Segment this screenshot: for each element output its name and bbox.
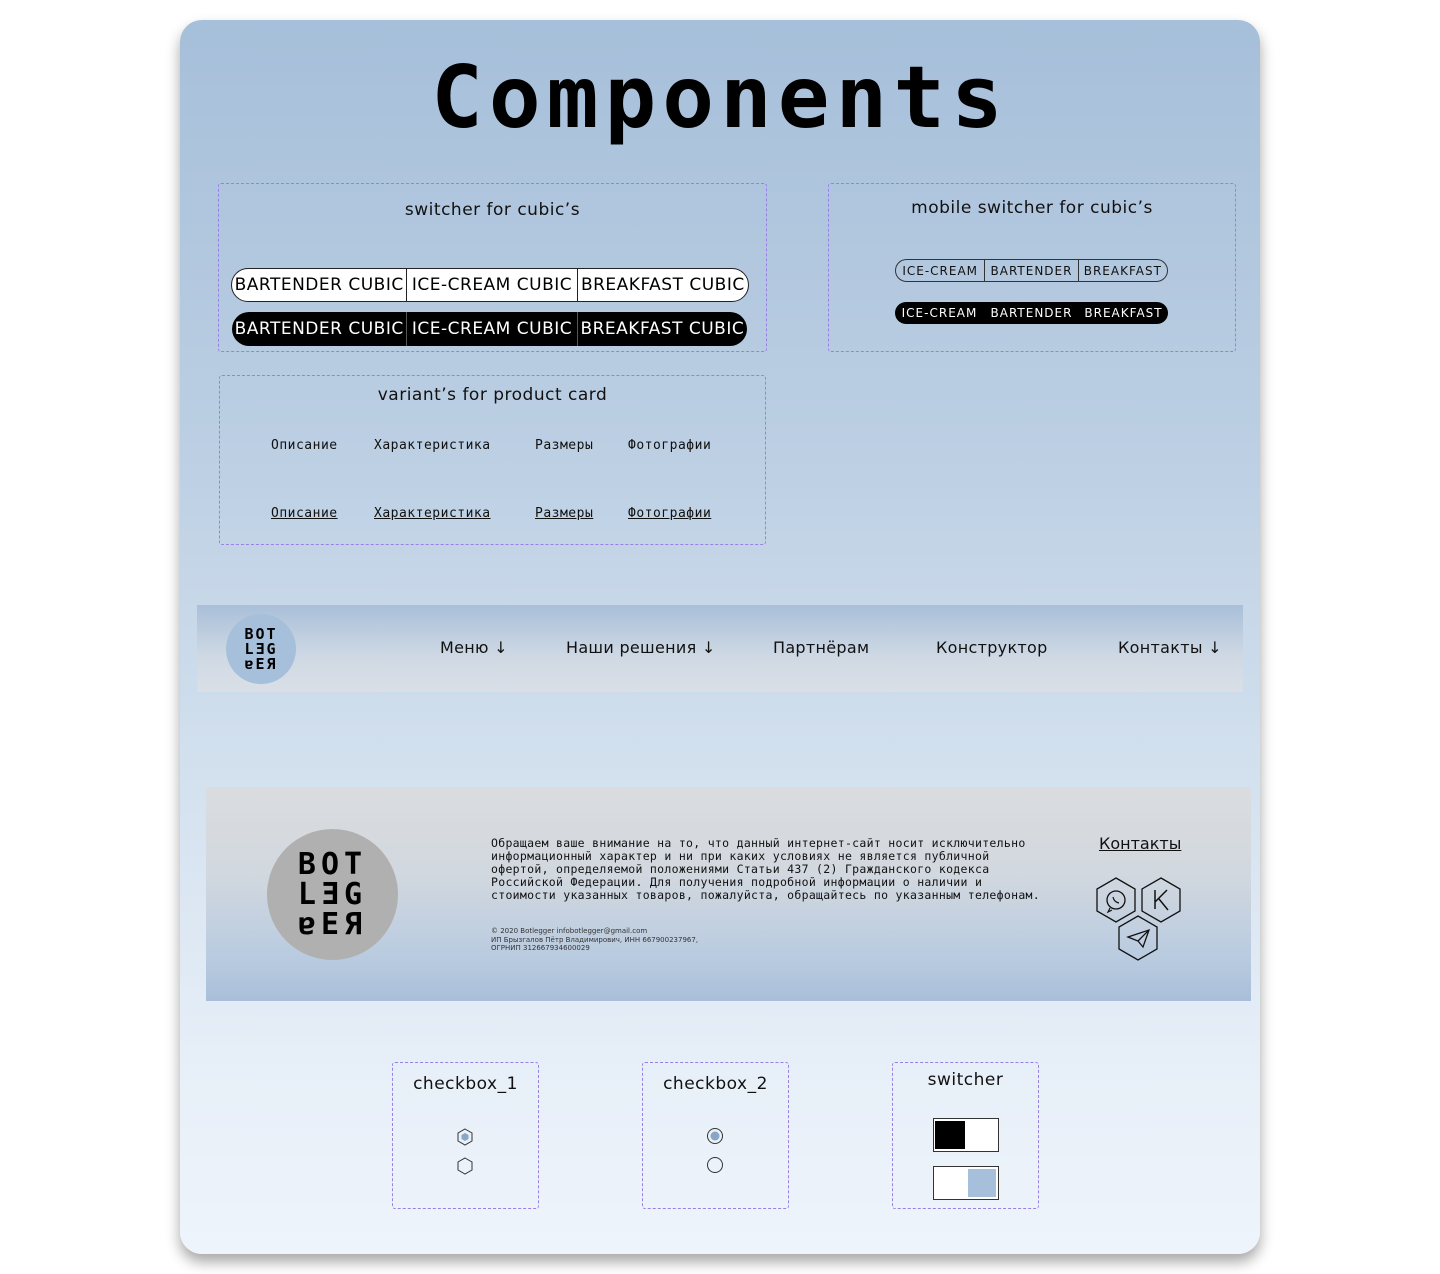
- social-icons: [1093, 875, 1185, 965]
- nav-item-partners[interactable]: Партнёрам: [773, 638, 870, 657]
- toggle-off[interactable]: [933, 1118, 999, 1152]
- segment-breakfast[interactable]: BREAKFAST CUBIC: [580, 319, 745, 339]
- mobile-switcher-light: [895, 259, 1168, 282]
- footer-logo[interactable]: [267, 829, 398, 960]
- nav-item-solutions[interactable]: Наши решения ↓: [566, 638, 716, 657]
- segment-bartender[interactable]: BARTENDER: [985, 260, 1078, 281]
- segment-breakfast[interactable]: BREAKFAST: [1083, 263, 1162, 278]
- tab-description-active[interactable]: Описание: [271, 506, 338, 521]
- tab-sizes[interactable]: Размеры: [535, 438, 594, 453]
- hex-checkbox-unchecked[interactable]: [457, 1157, 473, 1175]
- mobile-switcher-section-label: mobile switcher for cubic’s: [911, 198, 1153, 218]
- segment-bartender[interactable]: BARTENDER CUBIC: [232, 312, 407, 346]
- segment-ice-cream[interactable]: ICE-CREAM: [901, 306, 978, 320]
- toggle-on[interactable]: [933, 1166, 999, 1200]
- nav-item-menu[interactable]: Меню ↓: [440, 638, 508, 657]
- segment-breakfast[interactable]: BREAKFAST: [1084, 306, 1163, 320]
- radio-unchecked[interactable]: [706, 1156, 724, 1174]
- segment-ice-cream[interactable]: ICE-CREAM CUBIC: [407, 312, 577, 346]
- logo-line: ɐEЯ: [297, 906, 368, 942]
- company-line: ИП Брызгалов Пётр Владимирович, ИНН 667900237967,: [491, 935, 699, 944]
- tab-specs[interactable]: Характеристика: [374, 438, 491, 453]
- segment-breakfast[interactable]: BREAKFAST CUBIC: [580, 275, 745, 295]
- toggle-knob: [968, 1169, 996, 1197]
- logo-line: LƎG: [297, 876, 368, 912]
- header-nav: [197, 605, 1243, 692]
- cubic-switcher-dark: [232, 312, 747, 346]
- whatsapp-icon[interactable]: [1097, 878, 1135, 922]
- tab-description[interactable]: Описание: [271, 438, 338, 453]
- segment-ice-cream[interactable]: ICE-CREAM CUBIC: [407, 269, 577, 301]
- logo-line: BOT: [297, 846, 368, 882]
- switcher-toggle-label: switcher: [927, 1070, 1004, 1090]
- toggle-knob: [935, 1121, 965, 1149]
- footer: [206, 787, 1251, 1001]
- logo-line: BOT: [244, 624, 278, 643]
- checkbox-1-label: checkbox_1: [413, 1074, 518, 1094]
- tab-specs-active[interactable]: Характеристика: [374, 506, 491, 521]
- switcher-section-label: switcher for cubic’s: [404, 200, 581, 220]
- variants-section-label: variant’s for product card: [377, 385, 608, 405]
- tab-photos-active[interactable]: Фотографии: [628, 506, 712, 521]
- cubic-switcher-light: [231, 268, 749, 302]
- tab-sizes-active[interactable]: Размеры: [535, 506, 594, 521]
- nav-item-constructor[interactable]: Конструктор: [936, 638, 1048, 657]
- logo-line: ɐEЯ: [244, 654, 278, 673]
- checkbox-2-label: checkbox_2: [663, 1074, 768, 1094]
- logo-line: LƎG: [244, 639, 278, 658]
- logo[interactable]: [226, 614, 296, 684]
- vk-icon[interactable]: [1142, 878, 1180, 922]
- contacts-link[interactable]: Контакты: [1099, 834, 1182, 853]
- telegram-icon[interactable]: [1119, 916, 1157, 960]
- tab-photos[interactable]: Фотографии: [628, 438, 712, 453]
- copyright-line: © 2020 Botlegger infobotlegger@gmail.com: [491, 927, 648, 935]
- hex-checkbox-checked[interactable]: [457, 1128, 473, 1146]
- segment-bartender[interactable]: BARTENDER: [990, 306, 1073, 320]
- nav-item-contacts[interactable]: Контакты ↓: [1118, 638, 1222, 657]
- segment-ice-cream[interactable]: ICE-CREAM: [896, 260, 985, 281]
- copyright-info: [491, 927, 791, 953]
- segment-bartender[interactable]: BARTENDER CUBIC: [232, 269, 407, 301]
- legal-disclaimer: Обращаем ваше внимание на то, что данный интернет-сайт носит исключительно информационный характер и ни при каких условиях не является публичной офертой, определяемой положениями Статьи 437 (2) Гражданского кодекса Российской Федерации. Для получения подробной информации о наличии и стоимости указанных товаров, пожалуйста, обращайтесь по указанным телефонам.: [491, 836, 1040, 902]
- mobile-switcher-dark: [895, 302, 1168, 324]
- radio-checked[interactable]: [706, 1127, 724, 1145]
- ogrnip-line: ОГРНИП 312667934600029: [491, 944, 590, 952]
- page-title: Components: [431, 48, 1009, 148]
- components-board: [180, 20, 1260, 1254]
